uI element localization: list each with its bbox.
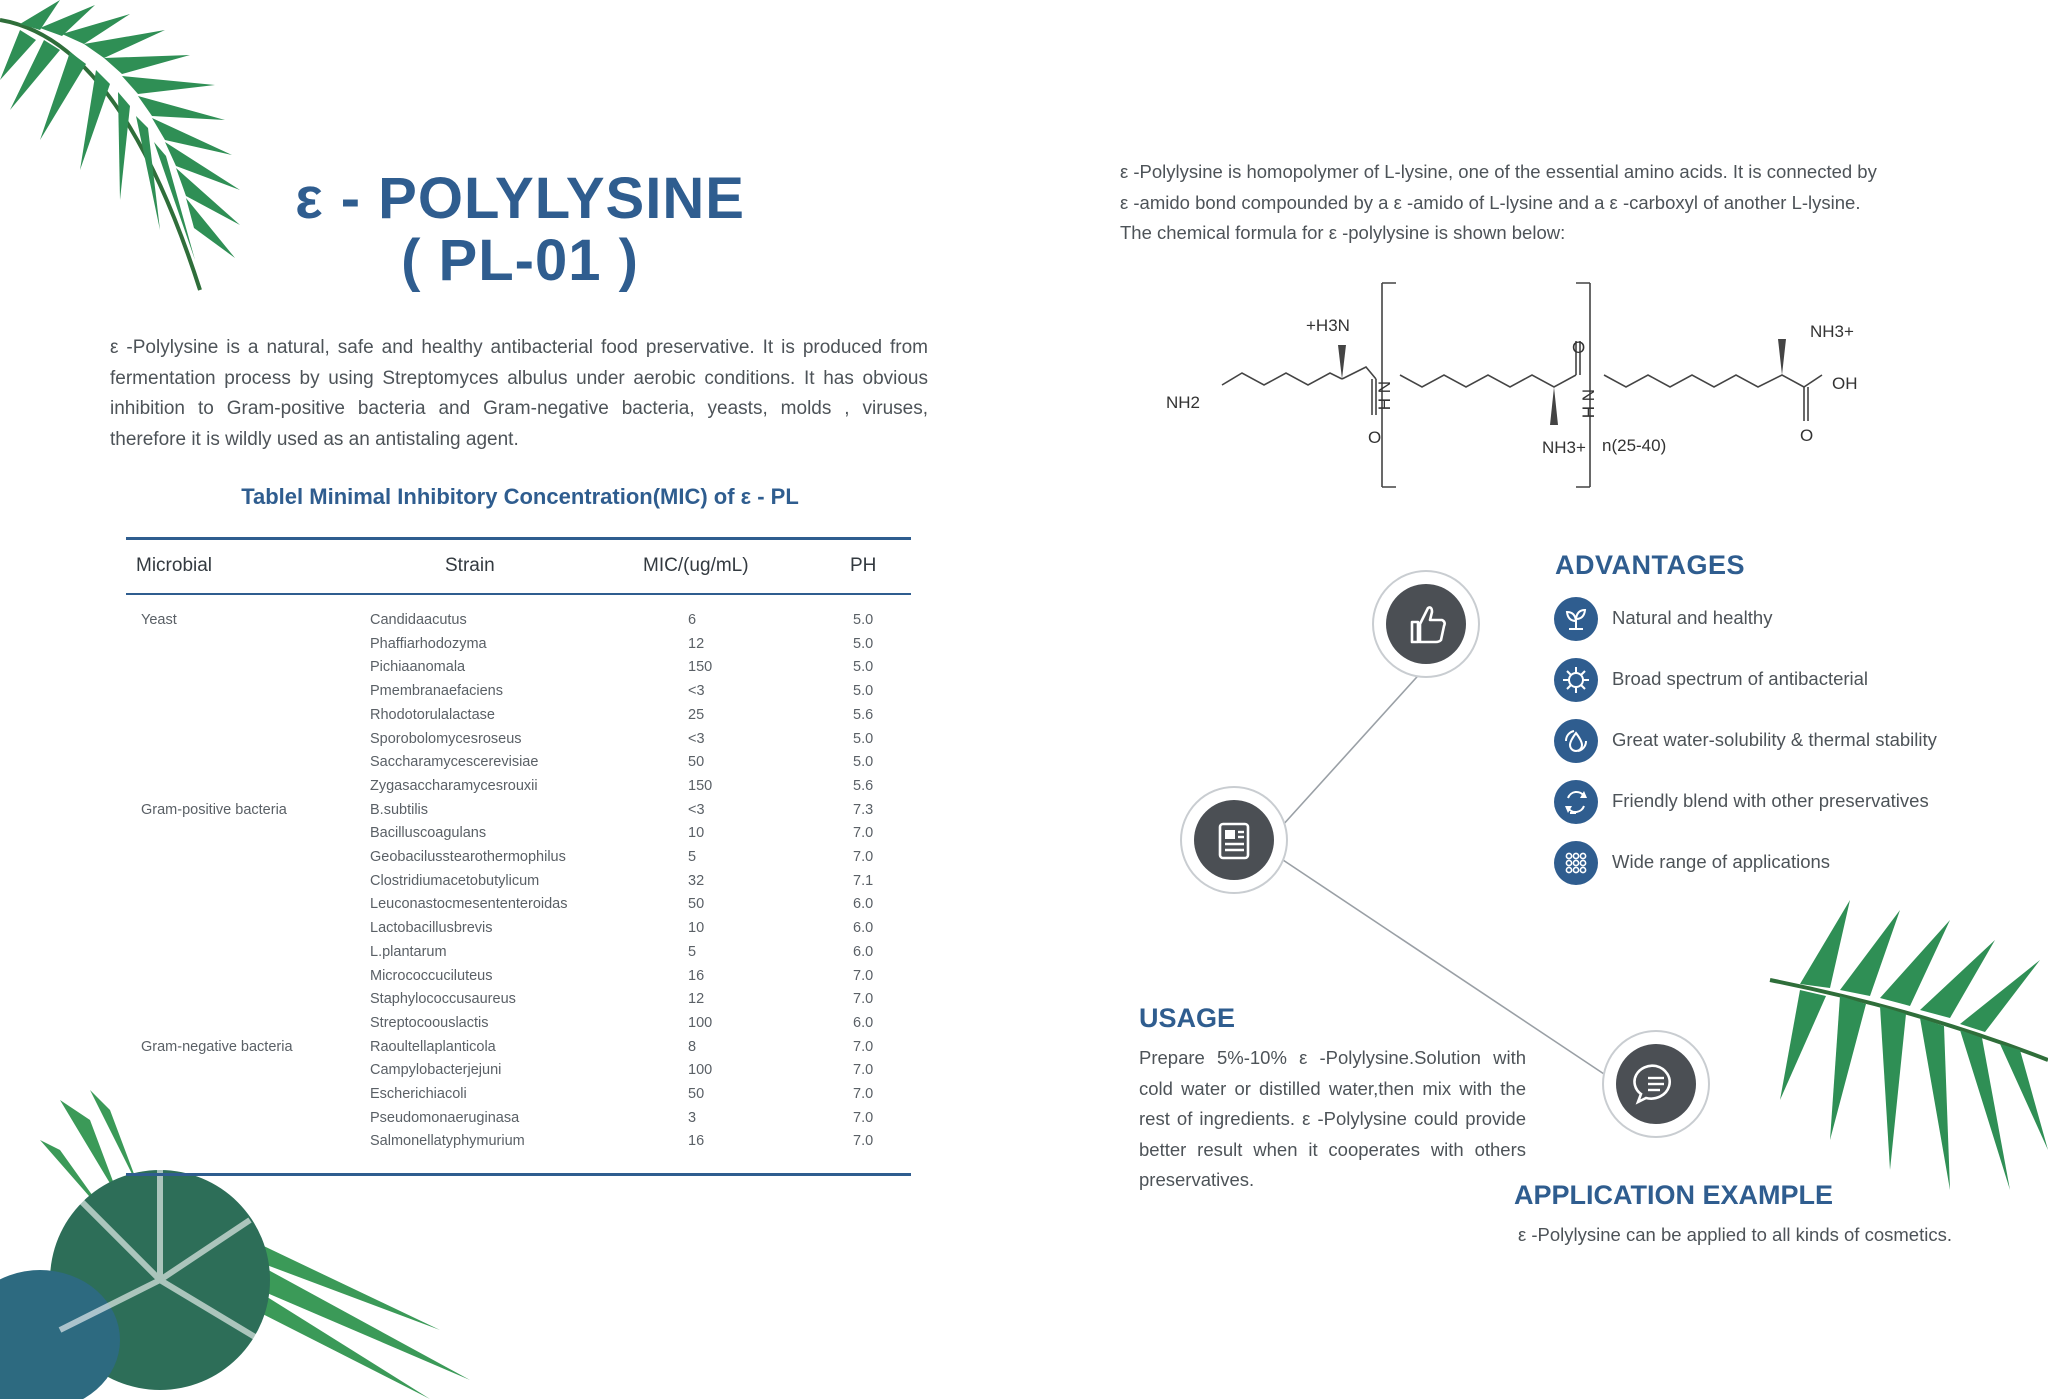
title-line-1: ε - POLYLYSINE — [295, 166, 745, 231]
cell-mic: 3 — [688, 1109, 697, 1126]
cell-strain: Leuconastocmesententeroidas — [370, 896, 568, 913]
newspaper-icon — [1194, 800, 1274, 880]
cell-mic: 100 — [688, 1062, 713, 1079]
chat-node — [1602, 1030, 1710, 1138]
cell-strain: Pichiaanomala — [370, 659, 466, 676]
cell-microbial: Yeast — [141, 612, 177, 628]
structure-line: ε -Polylysine is homopolymer of L-lysine, one of the essential amino acids. It is connected by — [1120, 161, 1877, 182]
title-line-2: ( PL-01 ) — [401, 228, 639, 293]
table-top-rule — [126, 537, 911, 540]
cell-mic: <3 — [688, 683, 705, 700]
cell-ph: 5.0 — [853, 730, 874, 747]
cell-strain: Raoultellaplanticola — [370, 1038, 496, 1055]
chat-bubble-icon — [1616, 1044, 1696, 1124]
cell-strain: Staphylococcusaureus — [370, 991, 516, 1008]
cell-mic: <3 — [688, 801, 705, 818]
cell-strain: L.plantarum — [370, 943, 447, 960]
cell-ph: 7.0 — [853, 1062, 874, 1079]
intro-line: fermentation process by using Streptomyces albulus under aerobic conditions. It has obvious — [110, 367, 928, 389]
cell-mic: 50 — [688, 1086, 705, 1102]
usage-line: cold water or distilled water,then mix with the — [1139, 1077, 1526, 1099]
water-drop-icon — [1554, 719, 1598, 763]
formula-h3n-top: +H3N — [1306, 316, 1350, 335]
col-header-microbial: Microbial — [136, 555, 213, 576]
table-caption: Tablel Minimal Inhibitory Concentration(MIC) of ε - PL — [241, 484, 799, 509]
cell-mic: 5 — [688, 943, 697, 960]
thumbs-up-node — [1372, 570, 1480, 678]
cell-mic: 16 — [688, 967, 705, 984]
table-bottom-rule — [126, 1173, 911, 1176]
cell-ph: 7.0 — [853, 1133, 874, 1150]
cell-mic: 12 — [688, 991, 705, 1008]
cell-ph: 7.0 — [853, 1109, 874, 1126]
usage-line: better result when it cooperates with others — [1139, 1138, 1526, 1160]
usage-line: Prepare 5%-10% ε -Polylysine.Solution with — [1139, 1047, 1526, 1068]
application-text: ε -Polylysine can be applied to all kinds of cosmetics. — [1518, 1224, 1952, 1245]
cell-ph: 5.6 — [853, 706, 874, 723]
formula-o-left: O — [1368, 428, 1382, 447]
cell-ph: 6.0 — [853, 943, 874, 960]
chemical-formula — [1160, 275, 1900, 495]
cell-strain: Campylobacterjejuni — [370, 1062, 502, 1079]
formula-nh3-bottom: NH3+ — [1542, 438, 1586, 457]
cell-mic: 50 — [688, 754, 705, 771]
cell-mic: <3 — [688, 730, 705, 747]
intro-line: therefore it is wildly used as an antistaling agent. — [110, 428, 519, 450]
cell-ph: 7.0 — [853, 967, 874, 984]
cell-mic: 100 — [688, 1014, 713, 1031]
structure-line: The chemical formula for ε -polylysine is shown below: — [1120, 222, 1566, 243]
document-node — [1180, 786, 1288, 894]
cell-mic: 10 — [688, 825, 705, 842]
col-header-ph: PH — [850, 555, 877, 576]
advantage-label: Friendly blend with other preservatives — [1612, 790, 1929, 811]
cell-strain: Pseudomonaeruginasa — [370, 1109, 520, 1126]
virus-icon — [1554, 658, 1598, 702]
formula-o-middle: O — [1572, 338, 1586, 357]
usage-text — [1139, 1043, 1526, 1196]
intro-paragraph — [110, 333, 928, 455]
advantage-label: Natural and healthy — [1612, 607, 1773, 628]
cell-strain: B.subtilis — [370, 801, 429, 818]
cell-strain: Escherichiacoli — [370, 1086, 467, 1102]
cell-strain: Rhodotorulalactase — [370, 706, 495, 723]
cell-ph: 6.0 — [853, 1014, 874, 1031]
cell-ph: 5.0 — [853, 754, 874, 771]
cell-ph: 6.0 — [853, 920, 874, 937]
cell-ph: 6.0 — [853, 896, 874, 913]
cell-ph: 5.0 — [853, 683, 874, 700]
palm-leaf-bottom-right-decoration — [1760, 900, 2048, 1200]
cell-ph: 7.0 — [853, 991, 874, 1008]
cell-ph: 7.1 — [853, 872, 874, 889]
monstera-leaf-bottom-left-decoration — [0, 1080, 480, 1399]
formula-nh-right: N H — [1578, 389, 1598, 419]
cell-mic: 25 — [688, 706, 705, 723]
cell-strain: Bacilluscoagulans — [370, 825, 487, 842]
cell-strain: Geobacilusstearothermophilus — [370, 849, 566, 865]
cell-microbial: Gram-negative bacteria — [141, 1038, 293, 1055]
intro-line: inhibition to Gram-positive bacteria and Gram-negative bacteria, yeasts, molds , viruses, — [110, 398, 928, 419]
cell-strain: Pmembranaefaciens — [370, 683, 503, 700]
advantage-label: Wide range of applications — [1612, 851, 1831, 872]
palm-leaf-top-left-decoration — [0, 0, 300, 300]
cell-ph: 7.0 — [853, 1086, 874, 1102]
structure-description — [1120, 157, 1938, 249]
cell-strain: Clostridiumacetobutylicum — [370, 872, 540, 889]
cell-mic: 32 — [688, 872, 705, 889]
cell-ph: 7.0 — [853, 1038, 874, 1055]
usage-line: rest of ingredients. ε -Polylysine could provide — [1139, 1108, 1526, 1129]
formula-oh: OH — [1832, 374, 1858, 393]
cell-strain: Micrococcuciluteus — [370, 967, 493, 984]
cell-ph: 5.0 — [853, 612, 874, 628]
cell-strain: Phaffiarhodozyma — [370, 635, 487, 652]
cell-mic: 6 — [688, 612, 697, 628]
usage-line: preservatives. — [1139, 1169, 1255, 1190]
formula-nh-left: N H — [1374, 381, 1394, 411]
intro-line: ε -Polylysine is a natural, safe and healthy antibacterial food preservative. It is produced from — [110, 337, 928, 358]
recycle-icon — [1554, 780, 1598, 824]
table-header-rule — [126, 593, 911, 595]
cell-ph: 5.6 — [853, 777, 874, 794]
col-header-strain: Strain — [445, 555, 495, 576]
thumbs-up-icon — [1386, 584, 1466, 664]
cell-mic: 5 — [688, 849, 697, 865]
cell-strain: Salmonellatyphymurium — [370, 1133, 525, 1150]
cell-ph: 7.0 — [853, 825, 874, 842]
cell-mic: 150 — [688, 659, 713, 676]
structure-line: ε -amido bond compounded by a ε -amido of L-lysine and a ε -carboxyl of another L-lysine. — [1120, 191, 1861, 213]
page-title — [270, 168, 770, 292]
cell-strain: Zygasaccharamycesrouxii — [370, 777, 538, 794]
formula-repeat-count: n(25-40) — [1602, 436, 1667, 455]
advantage-label: Broad spectrum of antibacterial — [1612, 668, 1869, 689]
formula-nh3-top-right: NH3+ — [1810, 322, 1854, 341]
application-title: APPLICATION EXAMPLE — [1514, 1180, 1834, 1210]
plant-icon — [1554, 597, 1598, 641]
cell-strain: Candidaacutus — [370, 612, 467, 628]
cell-ph: 5.0 — [853, 635, 874, 652]
cell-ph: 7.3 — [853, 801, 874, 818]
cell-ph: 7.0 — [853, 849, 874, 865]
cell-mic: 50 — [688, 896, 705, 913]
cell-ph: 5.0 — [853, 659, 874, 676]
cell-mic: 10 — [688, 920, 705, 937]
advantage-label: Great water-solubility & thermal stability — [1612, 729, 1937, 750]
grid-dots-icon — [1554, 841, 1598, 885]
cell-strain: Saccharamycescerevisiae — [370, 754, 539, 771]
advantages-title: ADVANTAGES — [1555, 550, 1746, 580]
cell-mic: 12 — [688, 635, 705, 652]
cell-strain: Lactobacillusbrevis — [370, 920, 493, 937]
cell-strain: Sporobolomycesroseus — [370, 730, 522, 747]
cell-mic: 150 — [688, 777, 713, 794]
cell-strain: Streptocoouslactis — [370, 1014, 489, 1031]
cell-microbial: Gram-positive bacteria — [141, 801, 287, 818]
cell-mic: 16 — [688, 1133, 705, 1150]
formula-nh2-left: NH2 — [1166, 393, 1201, 412]
formula-o-right: O — [1800, 426, 1814, 445]
usage-title: USAGE — [1139, 1003, 1236, 1033]
cell-mic: 8 — [688, 1038, 697, 1055]
col-header-mic: MIC/(ug/mL) — [643, 555, 749, 576]
